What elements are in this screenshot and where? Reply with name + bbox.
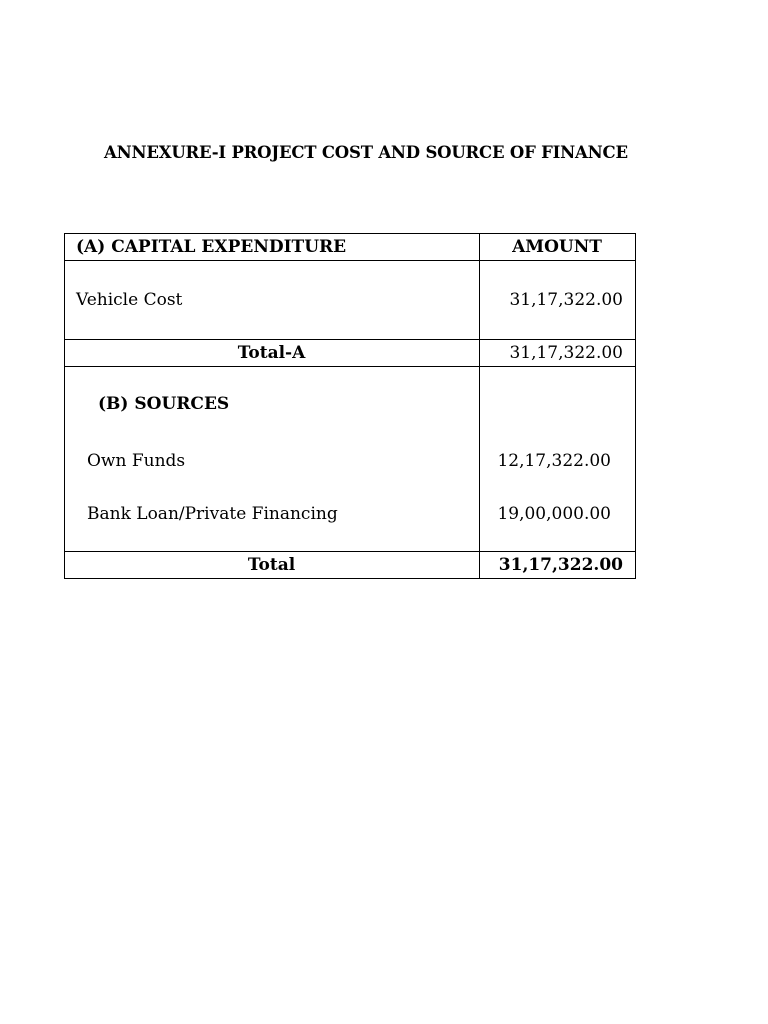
list-item [76,474,467,527]
list-item [76,420,467,474]
bank-loan-amount: 19,00,000.00 [497,503,611,524]
list-item [491,420,623,474]
total-a-amount: 31,17,322.00 [480,340,636,367]
grand-total-amount: 31,17,322.00 [480,552,636,579]
own-funds-label: Own Funds [87,450,186,471]
capital-expenditure-header: (A) CAPITAL EXPENDITURE [65,234,480,261]
page-title: ANNEXURE-I PROJECT COST AND SOURCE OF FINANCE [104,143,628,162]
table-header-row [65,234,636,261]
sources-cell [65,367,480,552]
sources-amount-cell [480,367,636,552]
total-a-label: Total-A [65,340,480,367]
total-a-row [65,340,636,367]
grand-total-row [65,552,636,579]
vehicle-cost-label: Vehicle Cost [65,261,480,340]
sources-row [65,367,636,552]
grand-total-label: Total [65,552,480,579]
bank-loan-label: Bank Loan/Private Financing [87,503,338,524]
amount-header: AMOUNT [480,234,636,261]
sources-heading: (B) SOURCES [98,394,230,414]
table-row [65,261,636,340]
own-funds-amount: 12,17,322.00 [497,450,611,471]
list-item [491,474,623,527]
project-cost-table [64,233,636,579]
vehicle-cost-amount: 31,17,322.00 [480,261,636,340]
